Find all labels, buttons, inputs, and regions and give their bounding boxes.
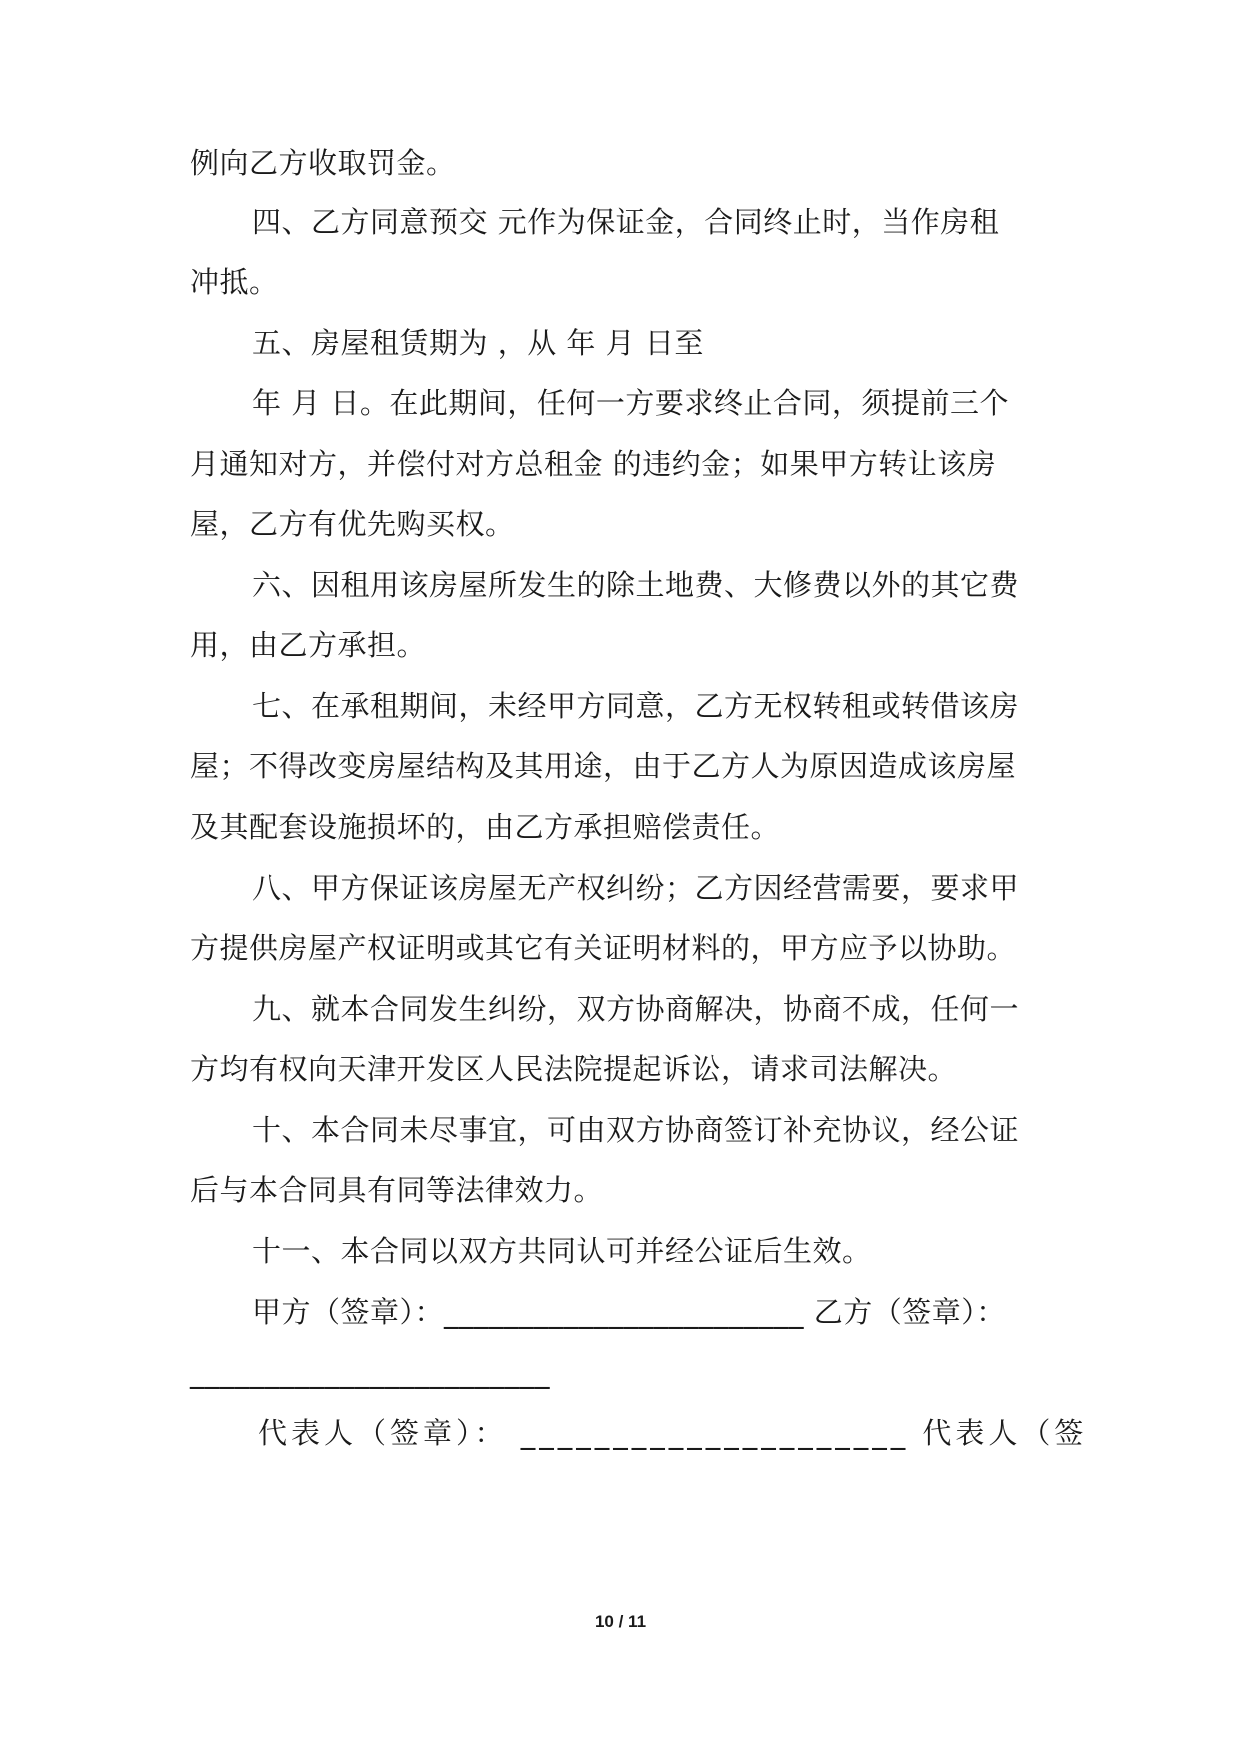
paragraph-line-1: 例向乙方收取罚金。	[190, 146, 456, 180]
page-number: 10 / 11	[594, 1612, 647, 1631]
paragraph-line-7: 屋，乙方有优先购买权。	[190, 507, 515, 541]
paragraph-line-13: 八、甲方保证该房屋无产权纠纷；乙方因经营需要，要求甲	[252, 871, 1020, 905]
paragraph-line-3: 冲抵。	[190, 265, 279, 299]
paragraph-line-5: 年 月 日。在此期间，任何一方要求终止合同，须提前三个	[252, 386, 1009, 420]
paragraph-line-19: 十一、本合同以双方共同认可并经公证后生效。	[252, 1234, 872, 1268]
paragraph-line-14: 方提供房屋产权证明或其它有关证明材料的，甲方应予以协助。	[190, 931, 1017, 965]
paragraph-line-8: 六、因租用该房屋所发生的除土地费、大修费以外的其它费	[252, 568, 1020, 602]
paragraph-line-18: 后与本合同具有同等法律效力。	[190, 1173, 604, 1207]
paragraph-line-4: 五、房屋租赁期为 ，从 年 月 日至	[252, 326, 704, 360]
paragraph-line-15: 九、就本合同发生纠纷，双方协商解决，协商不成，任何一	[252, 992, 1020, 1026]
signature-line-representatives: 代表人（签章）： _____________________ 代表人（签	[258, 1416, 1088, 1450]
paragraph-line-16: 方均有权向天津开发区人民法院提起诉讼，请求司法解决。	[190, 1052, 958, 1086]
paragraph-line-2: 四、乙方同意预交 元作为保证金，合同终止时，当作房租	[252, 205, 1000, 239]
paragraph-line-12: 及其配套设施损坏的，由乙方承担赔偿责任。	[190, 810, 781, 844]
paragraph-line-10: 七、在承租期间，未经甲方同意，乙方无权转租或转借该房	[252, 689, 1020, 723]
paragraph-line-9: 用，由乙方承担。	[190, 628, 427, 662]
paragraph-line-17: 十、本合同未尽事宜，可由双方协商签订补充协议，经公证	[252, 1113, 1020, 1147]
signature-line-party-a: 甲方（签章）：________________________ 乙方（签章）：	[252, 1295, 1006, 1329]
paragraph-line-11: 屋；不得改变房屋结构及其用途，由于乙方人为原因造成该房屋	[190, 749, 1017, 783]
signature-line-party-b-blank: ________________________	[190, 1355, 550, 1389]
paragraph-line-6: 月通知对方，并偿付对方总租金 的违约金；如果甲方转让该房	[190, 447, 997, 481]
